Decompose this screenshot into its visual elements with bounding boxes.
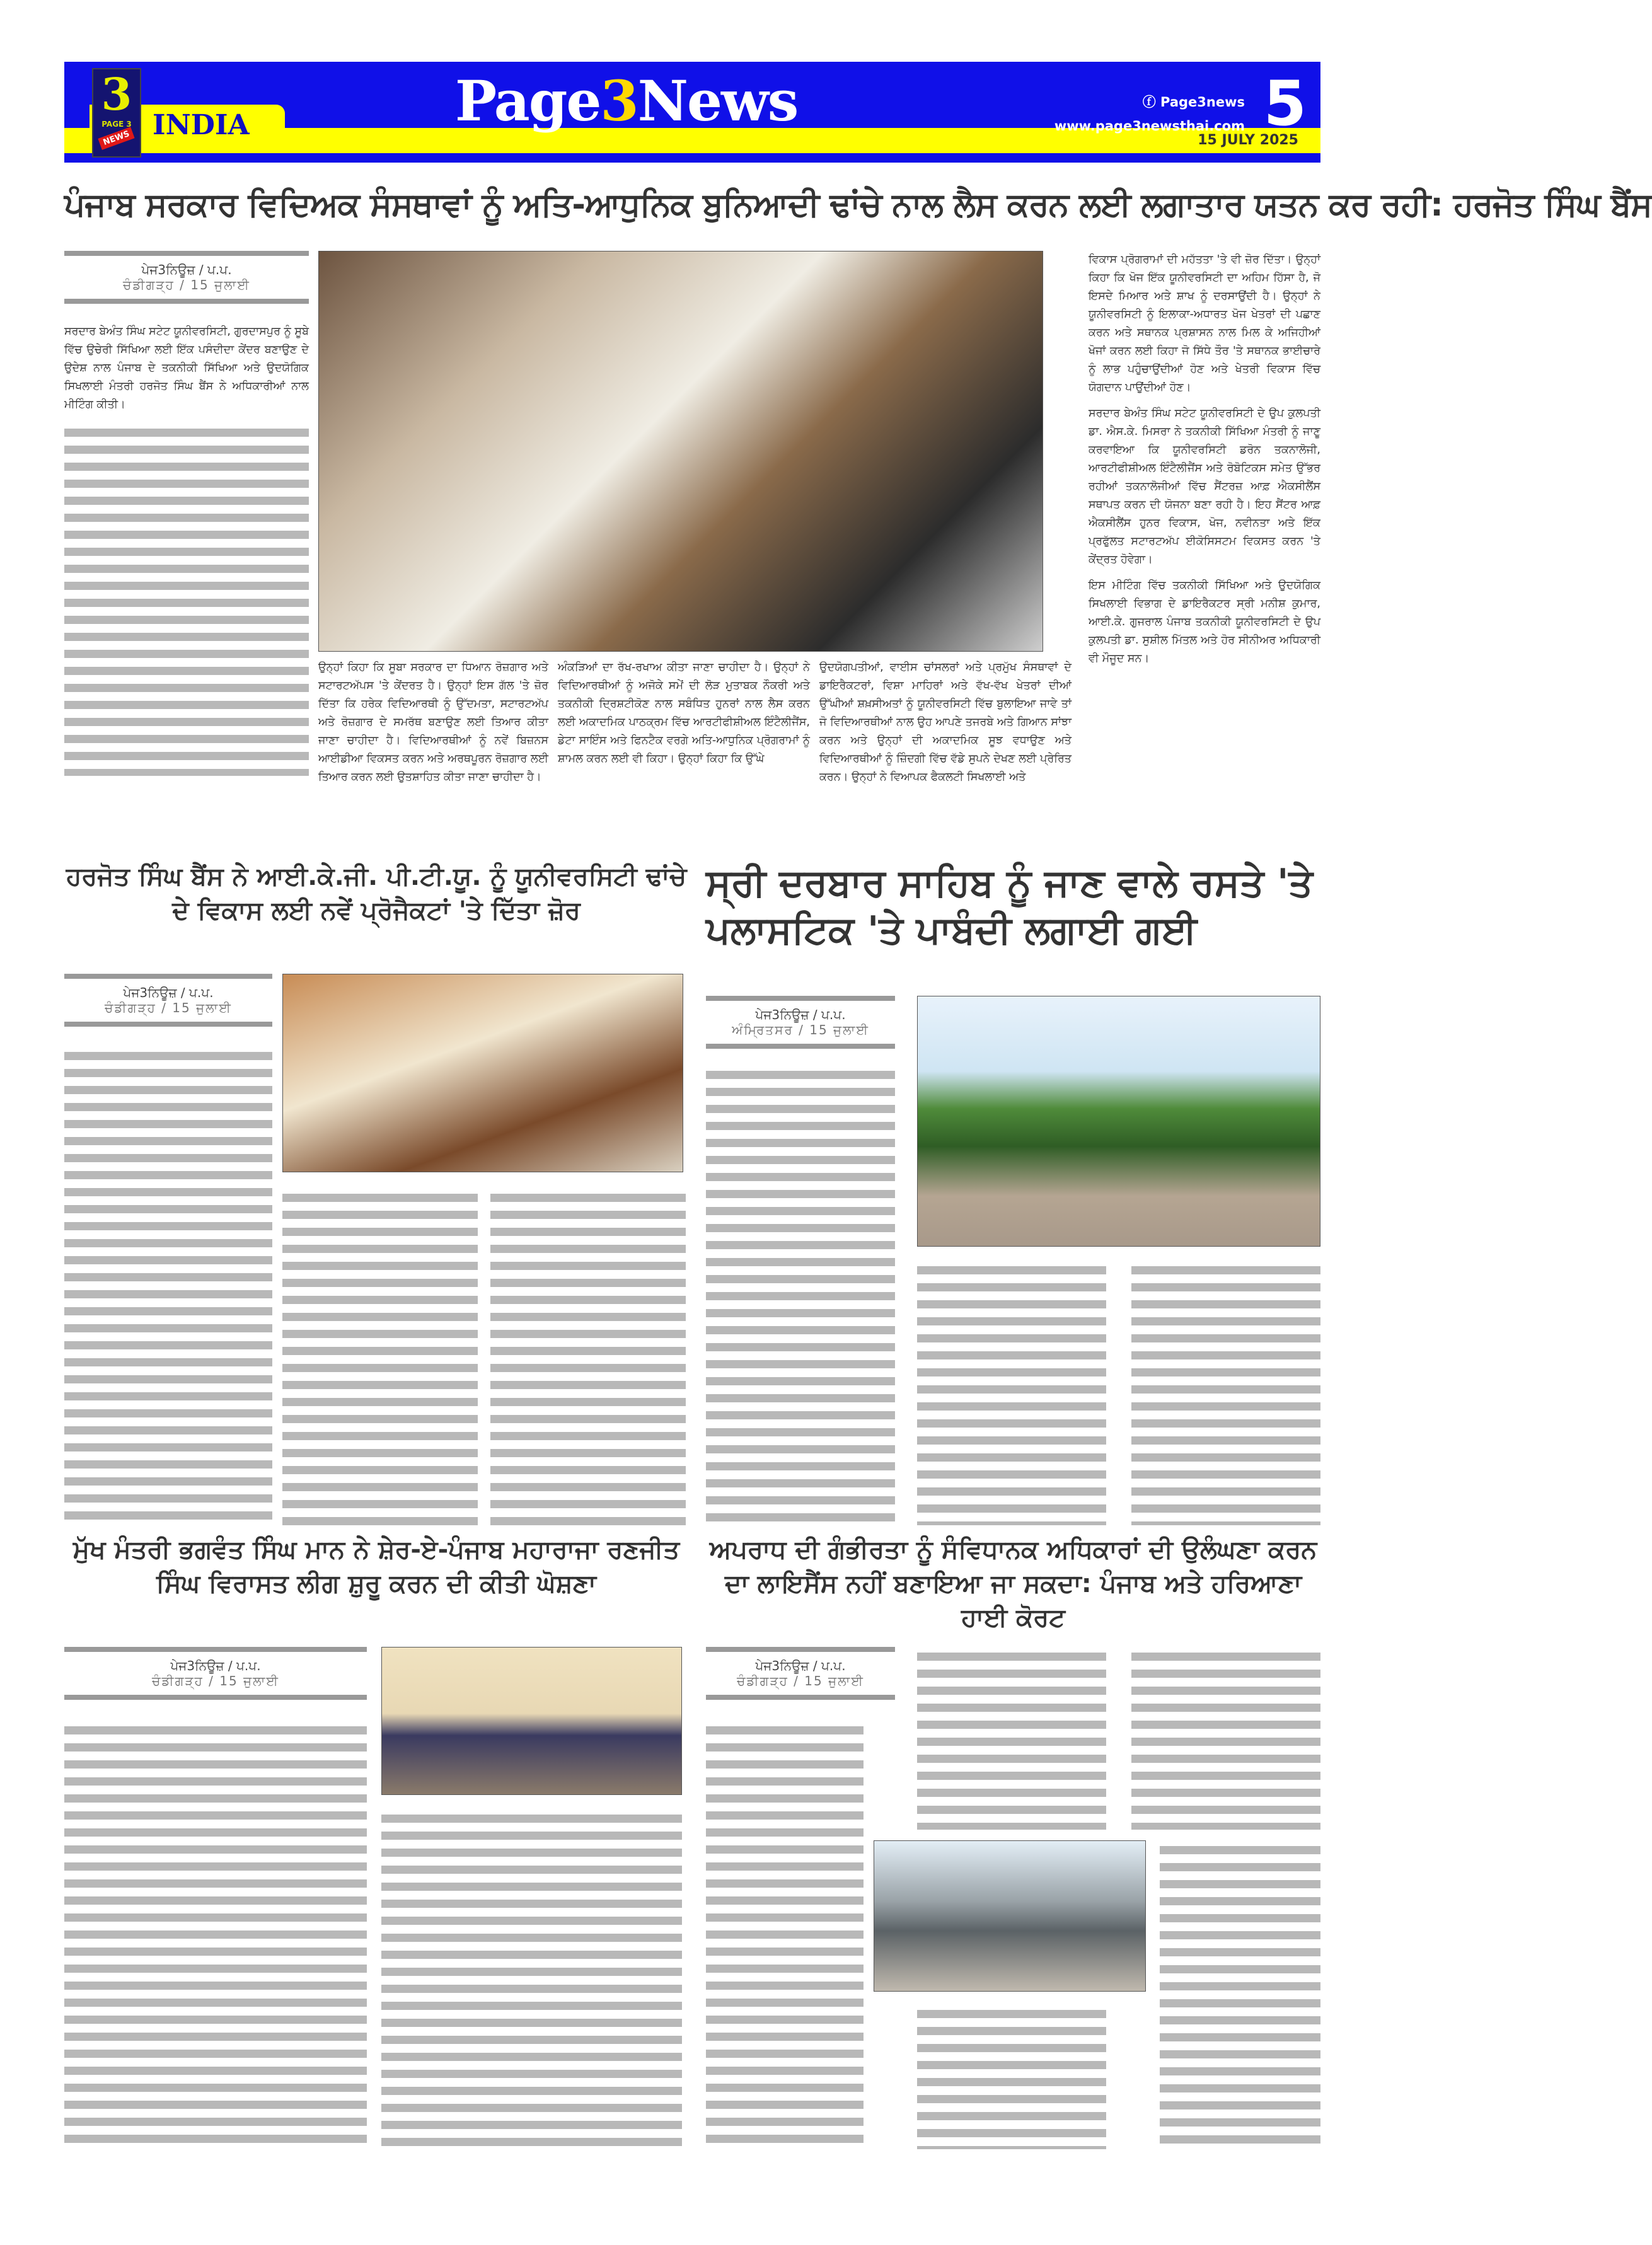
lead-byline-block: [64, 251, 309, 776]
story5-col4-text: [917, 2004, 1106, 2149]
newspaper-title: [455, 68, 797, 134]
lead-col1-continued: [64, 423, 309, 776]
lead-byline: ਪੇਜ3ਨਿਊਜ਼ / ਪ.ਪ.: [141, 262, 232, 277]
facebook-text: Page3news: [1160, 95, 1245, 110]
story5-photo-high-court: [874, 1840, 1146, 1992]
title-right: News: [637, 68, 798, 134]
facebook-handle: [1143, 92, 1245, 111]
logo-number: 3: [101, 68, 132, 120]
page3-logo: [92, 68, 141, 158]
story4-col1-text: [64, 1721, 367, 2149]
story2-col3-text: [490, 1188, 686, 1525]
story2-byline-block: [64, 974, 272, 1027]
lead-col3b: ਸਰਦਾਰ ਬੇਅੰਤ ਸਿੰਘ ਸਟੇਟ ਯੂਨੀਵਰਸਿਟੀ ਦੇ ਉਪ ਕੁਲਪਤੀ ਡਾ. ਐਸ.ਕੇ. ਮਿਸਰਾ ਨੇ ਤਕਨੀਕੀ ਸਿੱਖਿਆ ਮੰਤਰੀ ਨੂੰ ਜਾਣੂ ਕਰਵਾਇਆ ਕਿ ਯੂਨੀਵਰਸਿਟੀ ਡਰੋਨ ਤਕਨਾਲੋਜੀ, ਆਰਟੀਫੀਸ਼ੀਅਲ ਇੰਟੈਲੀਜੈਂਸ ਅਤੇ ਰੋਬੋਟਿਕਸ ਸਮੇਤ ਉੱਭਰ ਰਹੀਆਂ ਤਕਨਾਲੋਜੀਆਂ ਵਿੱਚ ਸੈਂਟਰਜ਼ ਆਫ਼ ਐਕਸੀਲੈਂਸ ਸਥਾਪਤ ਕਰਨ ਦੀ ਯੋਜਨਾ ਬਣਾ ਰਹੀ ਹੈ। ਇਹ ਸੈਂਟਰ ਆਫ਼ ਐਕਸੀਲੈਂਸ ਹੁਨਰ ਵਿਕਾਸ, ਖੋਜ, ਨਵੀਨਤਾ ਅਤੇ ਇੱਕ ਪ੍ਰਫੁੱਲਤ ਸਟਾਰਟਅੱਪ ਈਕੋਸਿਸਟਮ ਵਿਕਸਤ ਕਰਨ 'ਤੇ ਕੇਂਦ੍ਰਤ ਹੋਵੇਗਾ।: [1089, 407, 1320, 566]
story5-col5-text: [1160, 1840, 1320, 2149]
story5-col2-text: [917, 1647, 1106, 1830]
lead-col3c: ਇਸ ਮੀਟਿੰਗ ਵਿੱਚ ਤਕਨੀਕੀ ਸਿੱਖਿਆ ਅਤੇ ਉਦਯੋਗਿਕ ਸਿਖਲਾਈ ਵਿਭਾਗ ਦੇ ਡਾਇਰੈਕਟਰ ਸ੍ਰੀ ਮਨੀਸ਼ ਕੁਮਾਰ, ਆਈ.ਕੇ. ਗੁਜਰਾਲ ਪੰਜਾਬ ਤਕਨੀਕੀ ਯੂਨੀਵਰਸਿਟੀ ਦੇ ਉਪ ਕੁਲਪਤੀ ਡਾ. ਸੁਸ਼ੀਲ ਮਿੱਤਲ ਅਤੇ ਹੋਰ ਸੀਨੀਅਰ ਅਧਿਕਾਰੀ ਵੀ ਮੌਜੂਦ ਸਨ।: [1089, 579, 1320, 665]
story5-dateline: ਚੰਡੀਗੜ੍ਹ / 15 ਜੁਲਾਈ: [737, 1673, 864, 1688]
story2-col2-text: [282, 1188, 478, 1525]
story2-dateline: ਚੰਡੀਗੜ੍ਹ / 15 ਜੁਲਾਈ: [105, 1000, 232, 1015]
title-number: 3: [600, 68, 638, 134]
page-number: 5: [1263, 68, 1307, 140]
story4-photo-group: [381, 1647, 682, 1795]
lead-col2c-text: ਉਦਯੋਗਪਤੀਆਂ, ਵਾਈਸ ਚਾਂਸਲਰਾਂ ਅਤੇ ਪ੍ਰਮੁੱਖ ਸੰਸਥਾਵਾਂ ਦੇ ਡਾਇਰੈਕਟਰਾਂ, ਵਿਸ਼ਾ ਮਾਹਿਰਾਂ ਅਤੇ ਵੱਖ-ਵੱਖ ਖੇਤਰਾਂ ਦੀਆਂ ਉੱਘੀਆਂ ਸ਼ਖ਼ਸੀਅਤਾਂ ਨੂੰ ਯੂਨੀਵਰਸਿਟੀ ਵਿੱਚ ਬੁਲਾਇਆ ਜਾਵੇ ਤਾਂ ਜੋ ਵਿਦਿਆਰਥੀਆਂ ਨਾਲ ਉਹ ਆਪਣੇ ਤਜਰਬੇ ਅਤੇ ਗਿਆਨ ਸਾਂਝਾ ਕਰਨ ਅਤੇ ਉਨ੍ਹਾਂ ਦੀ ਅਕਾਦਮਿਕ ਸੂਝ ਵਧਾਉਣ ਅਤੇ ਵਿਦਿਆਰਥੀਆਂ ਨੂੰ ਜ਼ਿੰਦਗੀ ਵਿੱਚ ਵੱਡੇ ਸੁਪਨੇ ਦੇਖਣ ਲਈ ਪ੍ਰੇਰਿਤ ਕਰਨ। ਉਨ੍ਹਾਂ ਨੇ ਵਿਆਪਕ ਫੈਕਲਟੀ ਸਿਖਲਾਈ ਅਤੇ: [819, 661, 1071, 783]
website-url: www.page3newsthai.com: [1054, 118, 1245, 134]
edition-label: INDIA: [153, 109, 250, 141]
story4-headline: ਮੁੱਖ ਮੰਤਰੀ ਭਗਵੰਤ ਸਿੰਘ ਮਾਨ ਨੇ ਸ਼ੇਰ-ਏ-ਪੰਜਾਬ ਮਹਾਰਾਜਾ ਰਣਜੀਤ ਸਿੰਘ ਵਿਰਾਸਤ ਲੀਗ ਸ਼ੁਰੂ ਕਰਨ ਦੀ ਕੀਤੀ ਘੋਸ਼ਣਾ: [72, 1535, 680, 1598]
logo-page: PAGE 3: [101, 120, 132, 129]
story3-byline-block: [706, 996, 895, 1049]
masthead: [64, 62, 1320, 163]
story5-byline: ਪੇਜ3ਨਿਊਜ਼ / ਪ.ਪ.: [755, 1658, 846, 1673]
story3-dateline: ਅੰਮ੍ਰਿਤਸਰ / 15 ਜੁਲਾਈ: [732, 1022, 869, 1037]
lead-photo-meeting: [318, 251, 1043, 652]
story3-col2-text: [917, 1261, 1106, 1525]
story2-col1-text: [64, 1046, 272, 1525]
lead-headline: ਪੰਜਾਬ ਸਰਕਾਰ ਵਿਦਿਅਕ ਸੰਸਥਾਵਾਂ ਨੂੰ ਅਤਿ-ਆਧੁਨਿਕ ਬੁਨਿਆਦੀ ਢਾਂਚੇ ਨਾਲ ਲੈਸ ਕਰਨ ਲਈ ਲਗਾਤਾਰ ਯਤਨ ਕਰ ਰਹੀ: ਹਰਜੋਤ ਸਿੰਘ ਬੈਂਸ: [64, 186, 1652, 224]
story5-col3-text: [1131, 1647, 1320, 1830]
story3-col3-text: [1131, 1261, 1320, 1525]
story5-col1-text: [706, 1721, 864, 2149]
story3-col1-text: [706, 1065, 895, 1525]
story3-headline: ਸ੍ਰੀ ਦਰਬਾਰ ਸਾਹਿਬ ਨੂੰ ਜਾਣ ਵਾਲੇ ਰਸਤੇ 'ਤੇ ਪਲਾਸਟਿਕ 'ਤੇ ਪਾਬੰਦੀ ਲਗਾਈ ਗਈ: [706, 861, 1313, 952]
lead-col3a: ਵਿਕਾਸ ਪ੍ਰੋਗਰਾਮਾਂ ਦੀ ਮਹੱਤਤਾ 'ਤੇ ਵੀ ਜ਼ੋਰ ਦਿੱਤਾ। ਉਨ੍ਹਾਂ ਕਿਹਾ ਕਿ ਖੋਜ ਇੱਕ ਯੂਨੀਵਰਸਿਟੀ ਦਾ ਅਹਿਮ ਹਿੱਸਾ ਹੈ, ਜੋ ਇਸਦੇ ਮਿਆਰ ਅਤੇ ਸ਼ਾਖ ਨੂੰ ਦਰਸਾਉਂਦੀ ਹੈ। ਉਨ੍ਹਾਂ ਨੇ ਯੂਨੀਵਰਸਿਟੀ ਨੂੰ ਇਲਾਕਾ-ਅਧਾਰਤ ਖੋਜ ਖੇਤਰਾਂ ਦੀ ਪਛਾਣ ਕਰਨ ਅਤੇ ਸਥਾਨਕ ਪ੍ਰਸ਼ਾਸਨ ਨਾਲ ਮਿਲ ਕੇ ਅਜਿਹੀਆਂ ਖੋਜਾਂ ਕਰਨ ਲਈ ਕਿਹਾ ਜੋ ਸਿੱਧੇ ਤੌਰ 'ਤੇ ਸਥਾਨਕ ਭਾਈਚਾਰੇ ਨੂੰ ਲਾਭ ਪਹੁੰਚਾਉਂਦੀਆਂ ਹੋਣ ਅਤੇ ਖੇਤਰੀ ਵਿਕਾਸ ਵਿੱਚ ਯੋਗਦਾਨ ਪਾਉਂਦੀਆਂ ਹੋਣ।: [1089, 253, 1320, 394]
story4-col2-text: [381, 1809, 682, 2149]
issue-date: 15 JULY 2025: [1198, 132, 1298, 148]
story2-photo-meeting: [282, 974, 683, 1172]
title-left: Page: [455, 68, 601, 134]
story2-byline: ਪੇਜ3ਨਿਊਜ਼ / ਪ.ਪ.: [123, 985, 214, 1000]
story3-photo-officials: [917, 996, 1320, 1247]
lead-col1-text: ਸਰਦਾਰ ਬੇਅੰਤ ਸਿੰਘ ਸਟੇਟ ਯੂਨੀਵਰਸਿਟੀ, ਗੁਰਦਾਸਪੁਰ ਨੂੰ ਸੂਬੇ ਵਿੱਚ ਉਚੇਰੀ ਸਿੱਖਿਆ ਲਈ ਇੱਕ ਪਸੰਦੀਦਾ ਕੇਂਦਰ ਬਣਾਉਣ ਦੇ ਉਦੇਸ਼ ਨਾਲ ਪੰਜਾਬ ਦੇ ਤਕਨੀਕੀ ਸਿੱਖਿਆ ਅਤੇ ਉਦਯੋਗਿਕ ਸਿਖਲਾਈ ਮੰਤਰੀ ਹਰਜੋਤ ਸਿੰਘ ਬੈਂਸ ਨੇ ਅਧਿਕਾਰੀਆਂ ਨਾਲ ਮੀਟਿੰਗ ਕੀਤੀ।: [64, 325, 309, 411]
story5-byline-block: [706, 1647, 895, 1700]
lead-col2b-text: ਅੰਕੜਿਆਂ ਦਾ ਰੱਖ-ਰਖਾਅ ਕੀਤਾ ਜਾਣਾ ਚਾਹੀਦਾ ਹੈ। ਉਨ੍ਹਾਂ ਨੇ ਵਿਦਿਆਰਥੀਆਂ ਨੂੰ ਅਜੋਕੇ ਸਮੇਂ ਦੀ ਲੋੜ ਮੁਤਾਬਕ ਨੌਕਰੀ ਅਤੇ ਤਕਨੀਕੀ ਦ੍ਰਿਸ਼ਟੀਕੋਣ ਨਾਲ ਸਬੰਧਿਤ ਹੁਨਰਾਂ ਨਾਲ ਲੈਸ ਕਰਨ ਲਈ ਅਕਾਦਮਿਕ ਪਾਠਕ੍ਰਮ ਵਿੱਚ ਆਰਟੀਫੀਸ਼ੀਅਲ ਇੰਟੈਲੀਜੈਂਸ, ਡੇਟਾ ਸਾਇੰਸ ਅਤੇ ਫਿਨਟੈਕ ਵਰਗੇ ਅਤਿ-ਆਧੁਨਿਕ ਪ੍ਰੋਗਰਾਮਾਂ ਨੂੰ ਸ਼ਾਮਲ ਕਰਨ ਲਈ ਵੀ ਕਿਹਾ। ਉਨ੍ਹਾਂ ਕਿਹਾ ਕਿ ਉੱਘੇ: [558, 661, 810, 765]
story3-byline: ਪੇਜ3ਨਿਊਜ਼ / ਪ.ਪ.: [755, 1007, 846, 1022]
facebook-icon: ⓕ: [1142, 95, 1161, 110]
story2-headline: ਹਰਜੋਤ ਸਿੰਘ ਬੈਂਸ ਨੇ ਆਈ.ਕੇ.ਜੀ. ਪੀ.ਟੀ.ਯੂ. ਨੂੰ ਯੂਨੀਵਰਸਿਟੀ ਢਾਂਚੇ ਦੇ ਵਿਕਾਸ ਲਈ ਨਵੇਂ ਪ੍ਰੋਜੈਕਟਾਂ 'ਤੇ ਦਿੱਤਾ ਜ਼ੋਰ: [66, 862, 687, 925]
lead-col3-text: [1089, 251, 1320, 676]
story5-headline: ਅਪਰਾਧ ਦੀ ਗੰਭੀਰਤਾ ਨੂੰ ਸੰਵਿਧਾਨਕ ਅਧਿਕਾਰਾਂ ਦੀ ਉਲੰਘਣਾ ਕਰਨ ਦਾ ਲਾਇਸੈਂਸ ਨਹੀਂ ਬਣਾਇਆ ਜਾ ਸਕਦਾ: ਪੰਜਾਬ ਅਤੇ ਹਰਿਆਣਾ ਹਾਈ ਕੋਰਟ: [709, 1535, 1317, 1632]
story4-byline: ਪੇਜ3ਨਿਊਜ਼ / ਪ.ਪ.: [170, 1658, 261, 1673]
lead-dateline: ਚੰਡੀਗੜ੍ਹ / 15 ਜੁਲਾਈ: [123, 277, 250, 292]
logo-news: NEWS: [98, 127, 136, 150]
lead-col2a-text: ਉਨ੍ਹਾਂ ਕਿਹਾ ਕਿ ਸੂਬਾ ਸਰਕਾਰ ਦਾ ਧਿਆਨ ਰੋਜ਼ਗਾਰ ਅਤੇ ਸਟਾਰਟਅੱਪਸ 'ਤੇ ਕੇਂਦਰਤ ਹੈ। ਉਨ੍ਹਾਂ ਇਸ ਗੱਲ 'ਤੇ ਜ਼ੋਰ ਦਿੱਤਾ ਕਿ ਹਰੇਕ ਵਿਦਿਆਰਥੀ ਨੂੰ ਉੱਦਮਤਾ, ਸਟਾਰਟਅੱਪ ਅਤੇ ਰੋਜ਼ਗਾਰ ਦੇ ਸਮਰੱਥ ਬਣਾਉਣ ਲਈ ਤਿਆਰ ਕੀਤਾ ਜਾਣਾ ਚਾਹੀਦਾ ਹੈ। ਵਿਦਿਆਰਥੀਆਂ ਨੂੰ ਨਵੇਂ ਬਿਜ਼ਨਸ ਆਈਡੀਆ ਵਿਕਸਤ ਕਰਨ ਅਤੇ ਅਰਥਪੂਰਨ ਰੋਜ਼ਗਾਰ ਲਈ ਤਿਆਰ ਕਰਨ ਲਈ ਉਤਸ਼ਾਹਿਤ ਕੀਤਾ ਜਾਣਾ ਚਾਹੀਦਾ ਹੈ।: [318, 661, 548, 783]
story4-dateline: ਚੰਡੀਗੜ੍ਹ / 15 ਜੁਲਾਈ: [152, 1673, 279, 1688]
story4-byline-block: [64, 1647, 367, 1700]
